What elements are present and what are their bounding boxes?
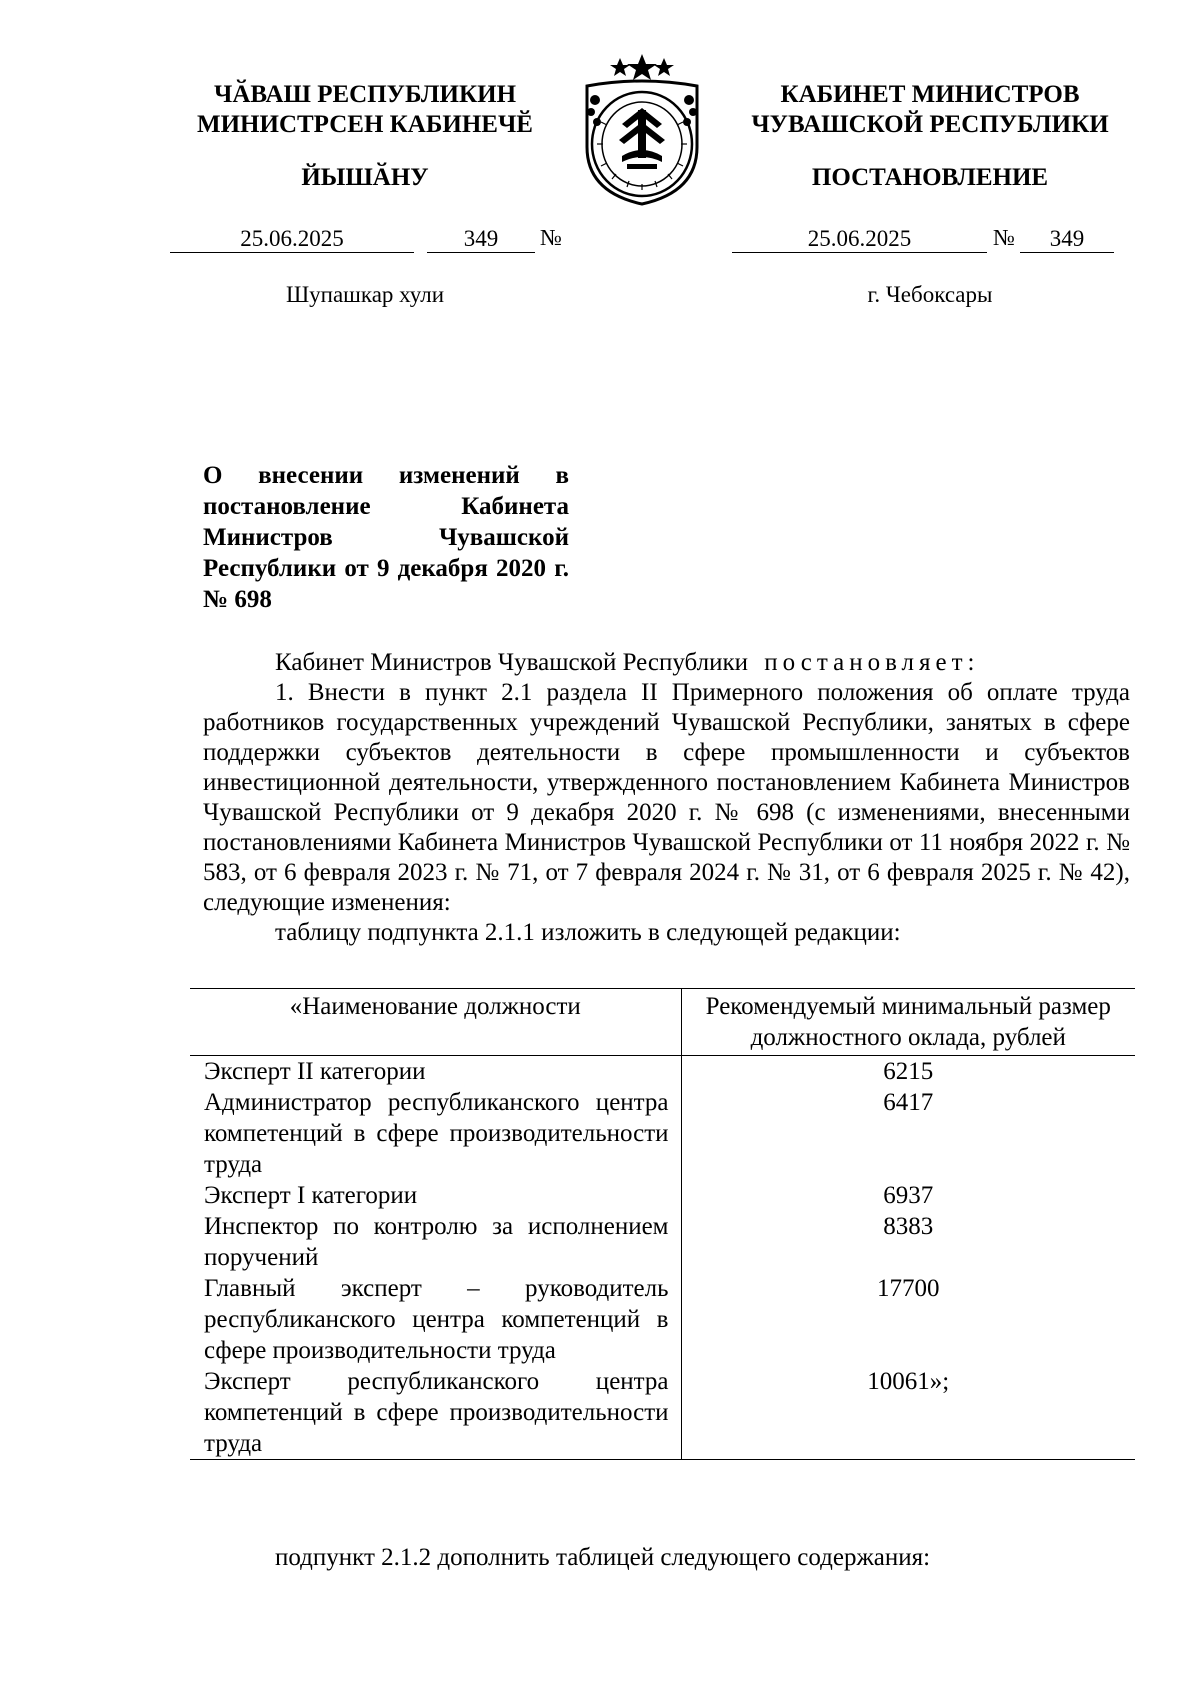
table-cell-position: Эксперт II категории <box>204 1058 426 1085</box>
left-date-field: 25.06.2025 <box>170 226 414 253</box>
coat-of-arms-emblem <box>567 52 717 210</box>
right-date-field: 25.06.2025 <box>732 226 987 253</box>
table-cell-salary: 6417 <box>681 1087 1135 1180</box>
table-cell-salary: 8383 <box>681 1211 1135 1273</box>
table-cell-position: Главный эксперт – руководитель республиканского центра компетенций в сфере производительности труда <box>204 1275 669 1364</box>
table-row <box>190 1180 1135 1211</box>
subitem-2-1-2: подпункт 2.1.2 дополнить таблицей следующего содержания: <box>275 1544 931 1571</box>
header-left-org <box>170 80 560 140</box>
table-cell-position: Администратор республиканского центра компетенций в сфере производительности труда <box>204 1089 669 1178</box>
table-cell-position: Инспектор по контролю за исполнением поручений <box>204 1213 669 1271</box>
table-header-row <box>190 989 1135 1056</box>
item-1-subparagraph: таблицу подпункта 2.1.1 изложить в следующей редакции: <box>275 919 901 946</box>
right-number-field: 349 <box>1020 226 1114 253</box>
after-table-paragraph <box>203 1543 1130 1573</box>
table-row <box>190 1211 1135 1273</box>
header-right-doc-type: ПОСТАНОВЛЕНИЕ <box>811 164 1049 191</box>
left-number-field: 349 <box>427 226 535 253</box>
left-number-sign: № <box>540 225 562 250</box>
table-row <box>190 1056 1135 1088</box>
header-left-line1: ЧӐВАШ РЕСПУБЛИКИН <box>213 81 517 108</box>
document-title: О внесении изменений в постановление Кабинета Министров Чувашской Республики от 9 декабря 2020 г. № 698 <box>203 462 569 613</box>
header-right-line2: ЧУВАШСКОЙ РЕСПУБЛИКИ <box>751 111 1109 138</box>
table-cell-position: Эксперт I категории <box>204 1182 418 1209</box>
table-row <box>190 1366 1135 1460</box>
table-cell-salary: 17700 <box>681 1273 1135 1366</box>
table-cell-salary: 6215 <box>681 1056 1135 1088</box>
table-cell-salary: 10061»; <box>681 1366 1135 1460</box>
coat-of-arms-icon <box>567 52 717 210</box>
table-row <box>190 1087 1135 1180</box>
item-1-paragraph: 1. Внести в пункт 2.1 раздела II Примерного положения об оплате труда работников государственных учреждений Чувашской Республики, занятых в сфере поддержки субъектов деятельности в сфере промышленности и субъектов инвестиционной деятельности, утвержденного постановлением Кабинета Министров Чувашской Республики от 9 декабря 2020 г. № 698 (с изменениями, внесенными постановлениями Кабинета Министров Чувашской Республики от 11 ноября 2022 г. № 583, от 6 февраля 2023 г. № 71, от 7 февраля 2024 г. № 31, от 6 февраля 2025 г. № 42), следующие изменения: <box>203 679 1130 916</box>
salary-table <box>190 988 1135 1460</box>
intro-prefix: Кабинет Министров Чувашской Республики <box>275 649 749 676</box>
left-city: Шупашкар хули <box>285 282 445 307</box>
right-city: г. Чебоксары <box>867 282 993 307</box>
right-number-sign: № <box>993 225 1015 250</box>
header-right-org <box>725 80 1135 140</box>
table-header-salary: Рекомендуемый минимальный размер должностного оклада, рублей <box>681 989 1135 1056</box>
table-header-position: «Наименование должности <box>190 989 681 1056</box>
header-left-doc-type: ЙЫШӐНУ <box>301 164 429 191</box>
document-body <box>203 648 1130 948</box>
table-cell-salary: 6937 <box>681 1180 1135 1211</box>
header-left-line2: МИНИСТРСЕН КАБИНЕЧӖ <box>197 111 533 138</box>
table-cell-position: Эксперт республиканского центра компетенций в сфере производительности труда <box>190 1366 681 1460</box>
intro-verb: постановляет: <box>764 649 980 676</box>
header-right-line1: КАБИНЕТ МИНИСТРОВ <box>780 81 1080 108</box>
table-row <box>190 1273 1135 1366</box>
intro-paragraph <box>203 648 1130 678</box>
